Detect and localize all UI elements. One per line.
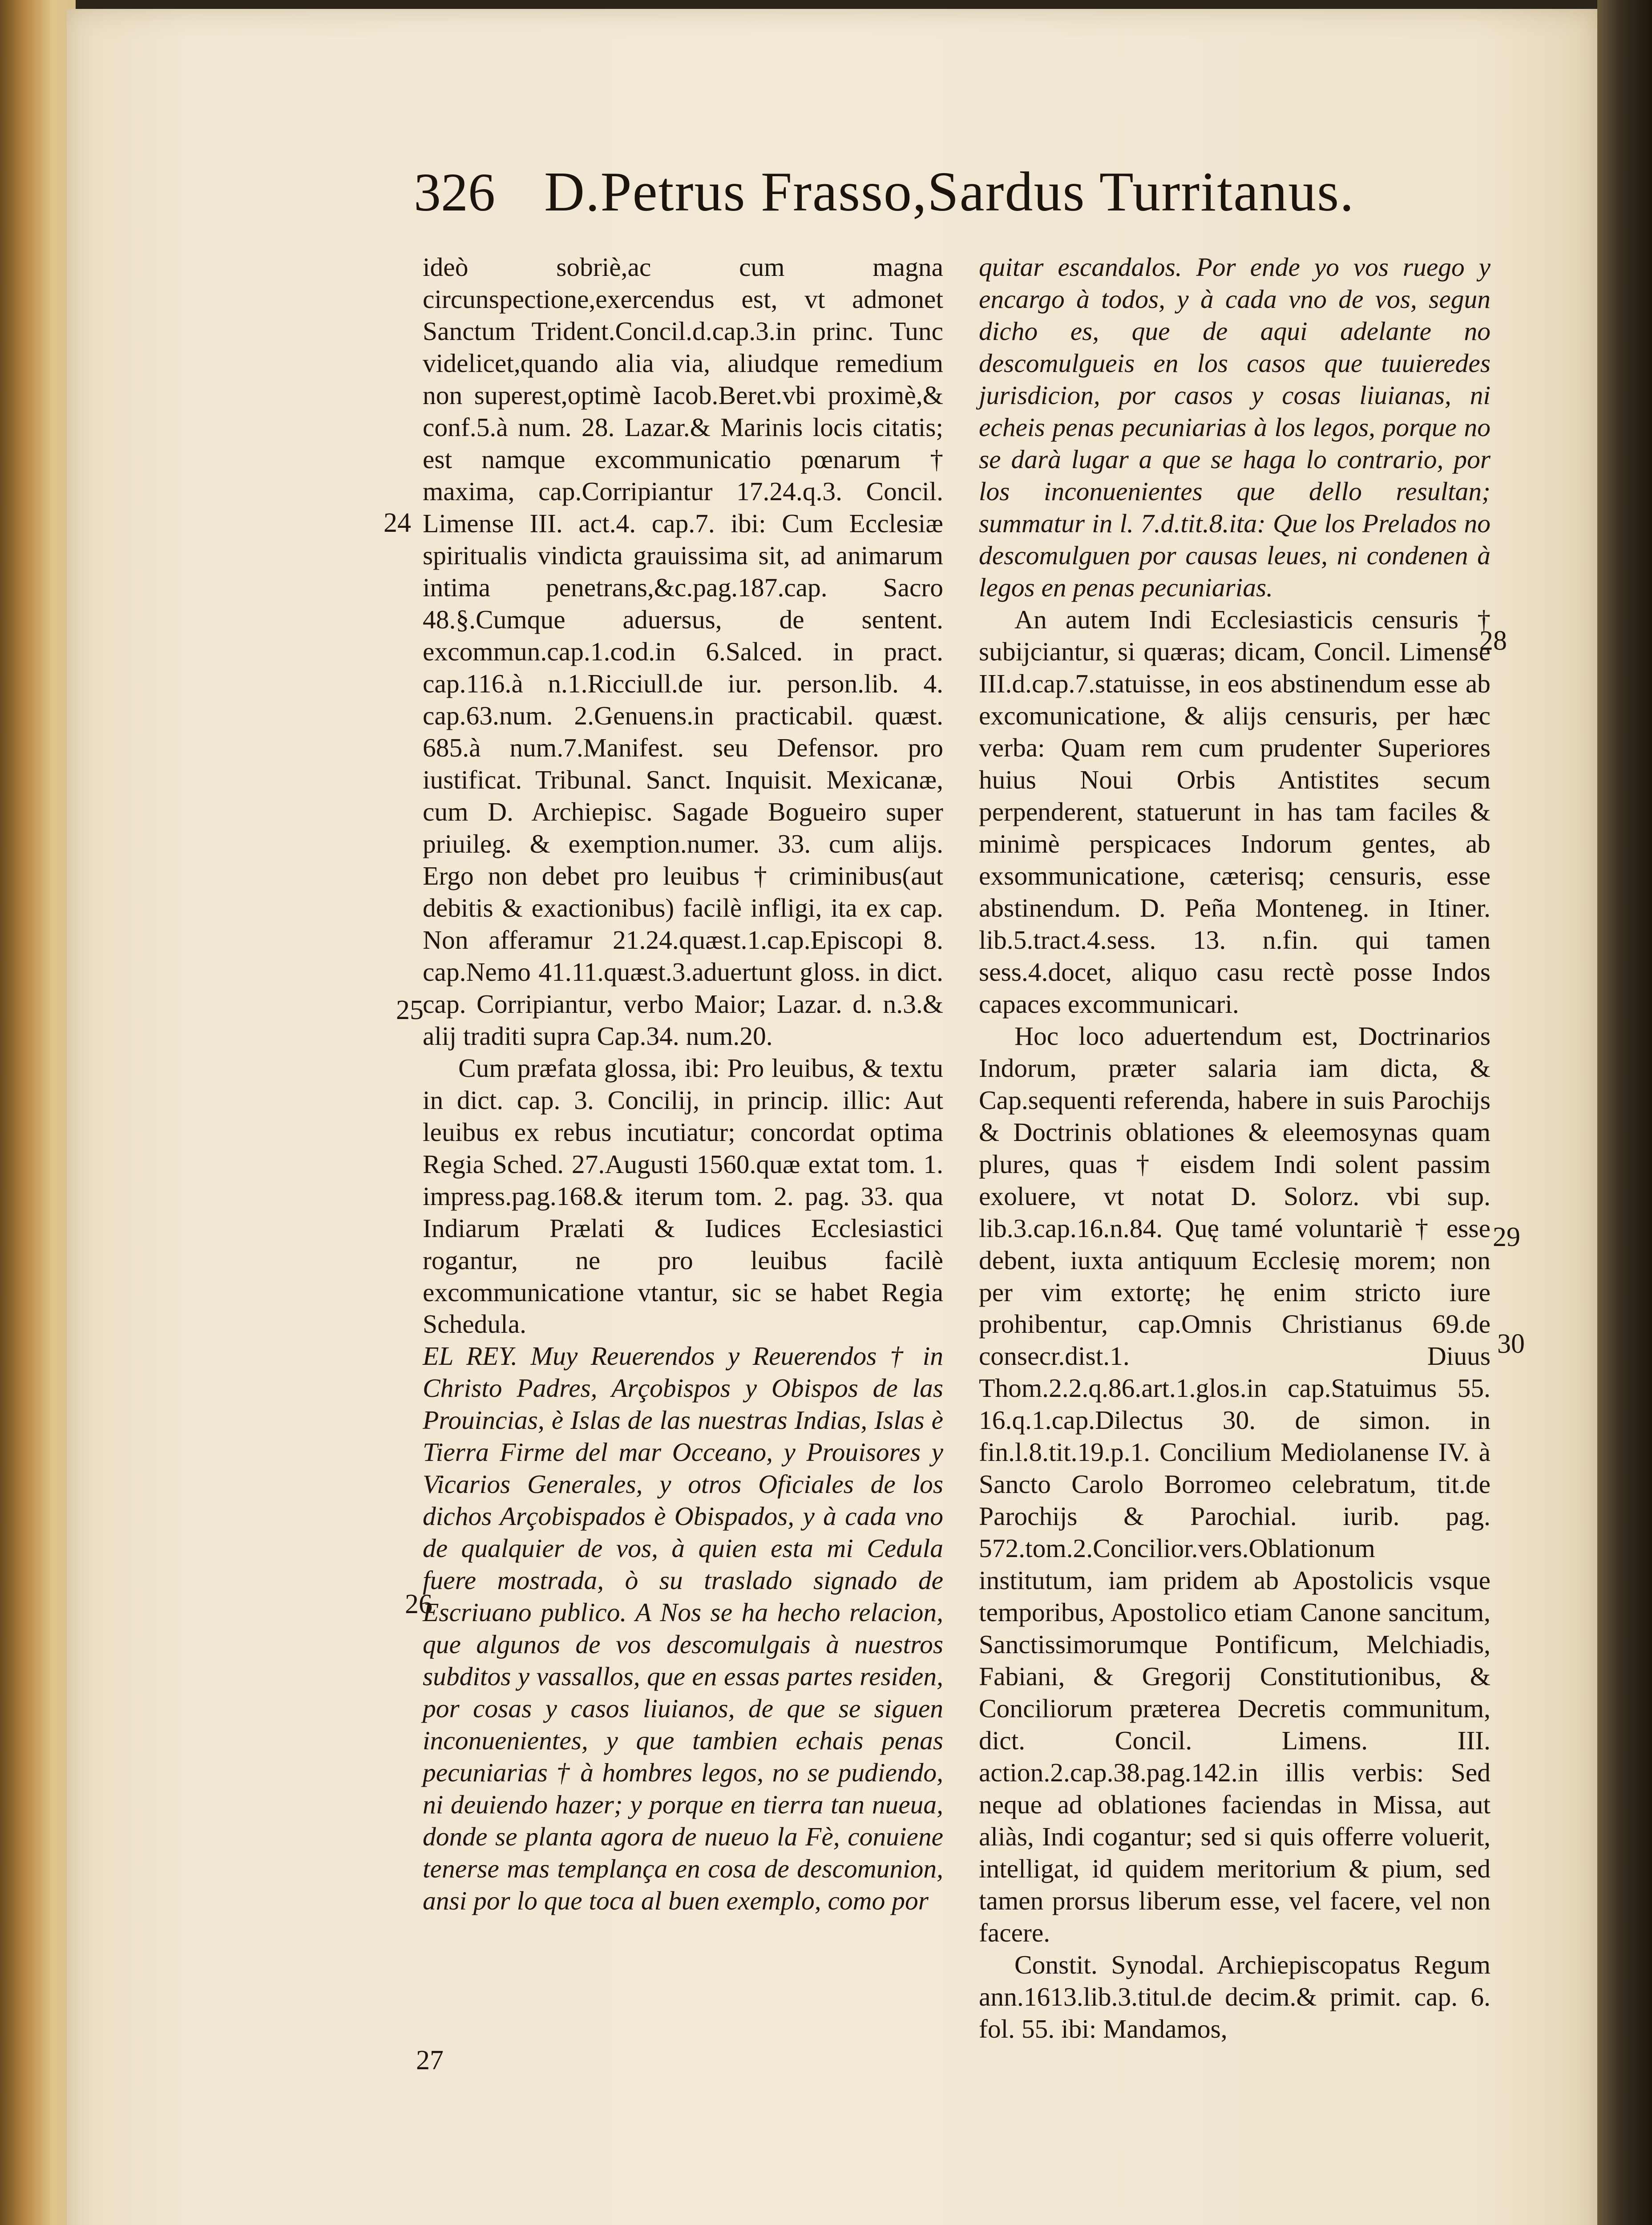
left-paragraph-3: EL REY. Muy Reuerendos y Reuerendos † in Christo Padres, Arçobispos y Obispos de las Prouincias, è Islas de las nuestras Indias, Islas è Tierra Firme del mar Occeano, y Prouisores y Vicarios Generales, y otros Oficiales de los dichos Arçobispados è Obispados, y à cada vno de qualquier de vos, à quien esta mi Cedula fuere mostrada, ò su traslado signado de Escriuano publico. A Nos se ha hecho relacion, que algunos de vos descomulgais à nuestros subditos y vassallos, que en essas partes residen, por cosas y casos liuianos, de que se siguen inconuenientes, y que tambien echais penas pecuniarias † à hombres legos, no se pudiendo, ni deuiendo hazer; y porque en tierra tan nueua, donde se planta agora de nueuo la Fè, conuiene tenerse mas templança en cosa de descomunion, ansi por lo que toca al buen exemplo, como por xyxy=(423,1341,943,1916)
page-edge xyxy=(0,0,76,2225)
left-column xyxy=(423,251,943,1917)
right-paragraph-3: Hoc loco aduertendum est, Doctrinarios Indorum, præter salaria iam dicta, & Cap.sequenti referenda, habere in suis Parochijs & Doctrinis oblationes & eleemosynas quam plures, quas † eisdem Indi solent passim exoluere, vt notat D. Solorz. vbi sup. lib.3.cap.16.n.84. Quę tamé voluntariè † esse debent, iuxta antiquum Ecclesię morem; non per vim extortę; hę enim stricto iure prohibentur, cap.Omnis Christianus 69.de consecr.dist.1. Diuus Thom.2.2.q.86.art.1.glos.in cap.Statuimus 55. 16.q.1.cap.Dilectus 30. de simon. in fin.l.8.tit.19.p.1. Concilium Mediolanense IV. à Sancto Carolo Borromeo celebratum, tit.de Parochijs & Parochial. iurib. pag. 572.tom.2.Concilior.vers.Oblationum institutum, iam pridem ab Apostolicis vsque temporibus, Apostolico etiam Canone sancitum, Sanctissimorumque Pontificum, Melchiadis, Fabiani, & Gregorij Constitutionibus, & Conciliorum præterea Decretis communitum, dict. Concil. Limens. III. action.2.cap.38.pag.142.in illis verbis: Sed neque ad oblationes faciendas in Missa, aut aliàs, Indi cogantur; sed si quis offerre voluerit, intelligat, id quidem meritorium & pium, sed tamen prorsus liberum esse, vel facere, vel non facere. xyxy=(979,1021,1490,1948)
margin-number: 24 xyxy=(384,508,411,538)
right-paragraph-2: An autem Indi Ecclesiasticis censuris † subijciantur, si quæras; dicam, Concil. Limense III.d.cap.7.statuisse, in eos abstinendum esse ab excomunicatione, & alijs censuris, per hæc verba: Quam rem cum prudenter Superiores huius Noui Orbis Antistites secum perpenderent, statuerunt in has tam faciles & minimè perspicaces Indorum gentes, ab exsommunicatione, cæterisq; censuris, esse abstinendum. D. Peña Monteneg. in Itiner. lib.5.tract.4.sess. 13. n.fin. qui tamen sess.4.docet, aliquo casu rectè posse Indos capaces excommunicari. xyxy=(979,604,1490,1019)
margin-number: 30 xyxy=(1497,1329,1525,1359)
right-column xyxy=(979,251,1490,2045)
right-paragraph-1: quitar escandalos. Por ende yo vos ruego y encargo à todos, y à cada vno de vos, segun dicho es, que de aqui adelante no descomulgueis en los casos que tuuieredes jurisdicion, por casos y cosas liuianas, ni echeis penas pecuniarias à los legos, porque no se darà lugar a que se haga lo contrario, por los inconuenientes que dello resultan; summatur in l. 7.d.tit.8.ita: Que los Prelados no descomulguen por causas leues, ni condenen à legos en penas pecuniarias. xyxy=(979,252,1490,602)
margin-number: 29 xyxy=(1493,1222,1520,1252)
left-paragraph-1: ideò sobriè,ac cum magna circunspectione,exercendus est, vt admonet Sanctum Trident.Concil.d.cap.3.in princ. Tunc videlicet,quando alia via, aliudque remedium non superest,optimè Iacob.Beret.vbi proximè,& conf.5.à num. 28. Lazar.& Marinis locis citatis; est namque excommunicatio pœnarum † maxima, cap.Corripiantur 17.24.q.3. Concil. Limense III. act.4. cap.7. ibi: Cum Ecclesiæ spiritualis vindicta grauissima sit, ad animarum intima penetrans,&c.pag.187.cap. Sacro 48.§.Cumque aduersus, de sentent. excommun.cap.1.cod.in 6.Salced. in pract. cap.116.à n.1.Ricciull.de iur. person.lib. 4. cap.63.num. 2.Genuens.in practicabil. quæst. 685.à num.7.Manifest. seu Defensor. pro iustificat. Tribunal. Sanct. Inquisit. Mexicanæ, cum D. Archiepisc. Sagade Bogueiro super priuileg. & exemption.numer. 33. cum alijs. Ergo non debet pro leuibus † criminibus(aut debitis & exactionibus) facilè infligi, ita ex cap. Non afferamur 21.24.quæst.1.cap.Episcopi 8. cap.Nemo 41.11.quæst.3.aduertunt gloss. in dict. cap. Corripiantur, verbo Maior; Lazar. d. n.3.& alij traditi supra Cap.34. num.20. xyxy=(423,252,943,1051)
margin-number: 25 xyxy=(396,995,424,1025)
left-paragraph-2: Cum præfata glossa, ibi: Pro leuibus, & textu in dict. cap. 3. Concilij, in princip. illic: Aut leuibus ex rebus incutiatur; concordat optima Regia Sched. 27.Augusti 1560.quæ extat tom. 1. impress.pag.168.& iterum tom. 2. pag. 33. qua Indiarum Prælati & Iudices Ecclesiastici rogantur, ne pro leuibus facilè excommunicatione vtantur, sic se habet Regia Schedula. xyxy=(423,1053,943,1339)
running-head: D.Petrus Frasso,Sardus Turritanus. xyxy=(544,161,1355,223)
page-header xyxy=(414,160,1437,249)
scan-background xyxy=(1597,0,1652,2225)
margin-number: 28 xyxy=(1479,626,1507,656)
margin-number: 27 xyxy=(416,2045,444,2075)
right-paragraph-4: Constit. Synodal. Archiepiscopatus Regum ann.1613.lib.3.titul.de decim.& primit. cap. 6. fol. 55. ibi: Mandamos, xyxy=(979,1950,1490,2044)
margin-number: 26 xyxy=(405,1589,432,1619)
page-number: 326 xyxy=(414,162,495,222)
